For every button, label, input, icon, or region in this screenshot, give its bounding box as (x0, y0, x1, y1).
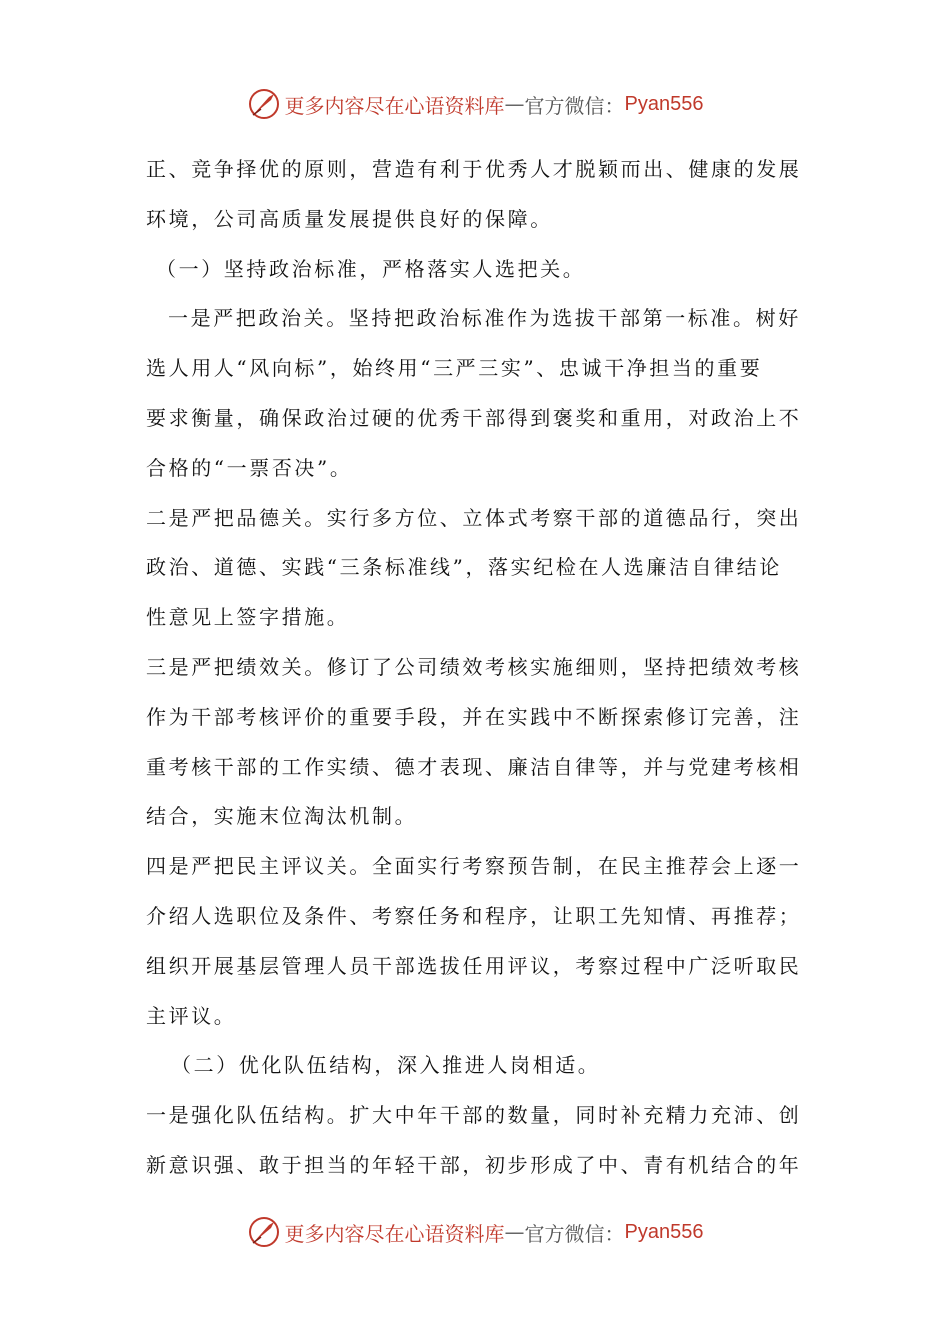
body-line: 二是严把品德关。实行多方位、立体式考察干部的道德品行，突出 (146, 505, 802, 530)
body-line: 作为干部考核评价的重要手段，并在实践中不断探索修订完善，注 (146, 704, 802, 729)
body-line: 重考核干部的工作实绩、德才表现、廉洁自律等，并与党建考核相 (146, 754, 802, 779)
footer-banner-text: 更多内容尽在心语资料库 (284, 1221, 505, 1246)
body-line: 环境，公司高质量发展提供良好的保障。 (146, 206, 553, 231)
footer-wechat-label: 官方微信： (524, 1221, 625, 1246)
body-line: 要求衡量，确保政治过硬的优秀干部得到褒奖和重用，对政治上不 (146, 405, 802, 430)
header-wechat-id: Pyan556 (624, 92, 704, 115)
footer-banner (0, 1212, 950, 1252)
body-line: 一是严把政治关。坚持把政治标准作为选拔干部第一标准。树好 (168, 306, 801, 331)
section-heading-1: （一）坚持政治标准，严格落实人选把关。 (156, 256, 586, 281)
footer-wechat-id: Pyan556 (624, 1220, 704, 1243)
body-line: 组织开展基层管理人员干部选拔任用评议，考察过程中广泛听取民 (146, 953, 802, 978)
body-line: 合格的“一票否决”。 (146, 455, 353, 480)
body-line: 三是严把绩效关。修订了公司绩效考核实施细则，坚持把绩效考核 (146, 654, 802, 679)
body-line: 正、竞争择优的原则，营造有利于优秀人才脱颖而出、健康的发展 (146, 157, 802, 181)
quill-pen-logo-icon (247, 1215, 281, 1249)
document-body (146, 149, 806, 1195)
body-line: 结合，实施末位淘汰机制。 (146, 804, 418, 829)
body-line: 新意识强、敢于担当的年轻干部，初步形成了中、青有机结合的年 (146, 1152, 802, 1177)
body-line: 选人用人“风向标”，始终用“三严三实”、忠诚干净担当的重要 (146, 356, 763, 381)
body-line: 介绍人选职位及条件、考察任务和程序，让职工先知情、再推荐； (146, 903, 802, 928)
quill-pen-logo-icon (247, 87, 281, 121)
section-heading-2: （二）优化队伍结构，深入推进人岗相适。 (171, 1053, 601, 1078)
body-line: 一是强化队伍结构。扩大中年干部的数量，同时补充精力充沛、创 (146, 1103, 802, 1128)
header-banner (0, 84, 950, 124)
body-line: 政治、道德、实践“三条标准线”，落实纪检在人选廉洁自律结论 (146, 555, 782, 580)
header-wechat-label: 官方微信： (524, 93, 625, 118)
header-banner-dash: — (504, 92, 525, 116)
body-line: 主评议。 (146, 1003, 237, 1028)
footer-banner-dash: — (504, 1220, 525, 1244)
header-banner-text: 更多内容尽在心语资料库 (284, 93, 505, 118)
body-line: 四是严把民主评议关。全面实行考察预告制，在民主推荐会上逐一 (146, 854, 802, 879)
body-line: 性意见上签字措施。 (146, 605, 350, 630)
